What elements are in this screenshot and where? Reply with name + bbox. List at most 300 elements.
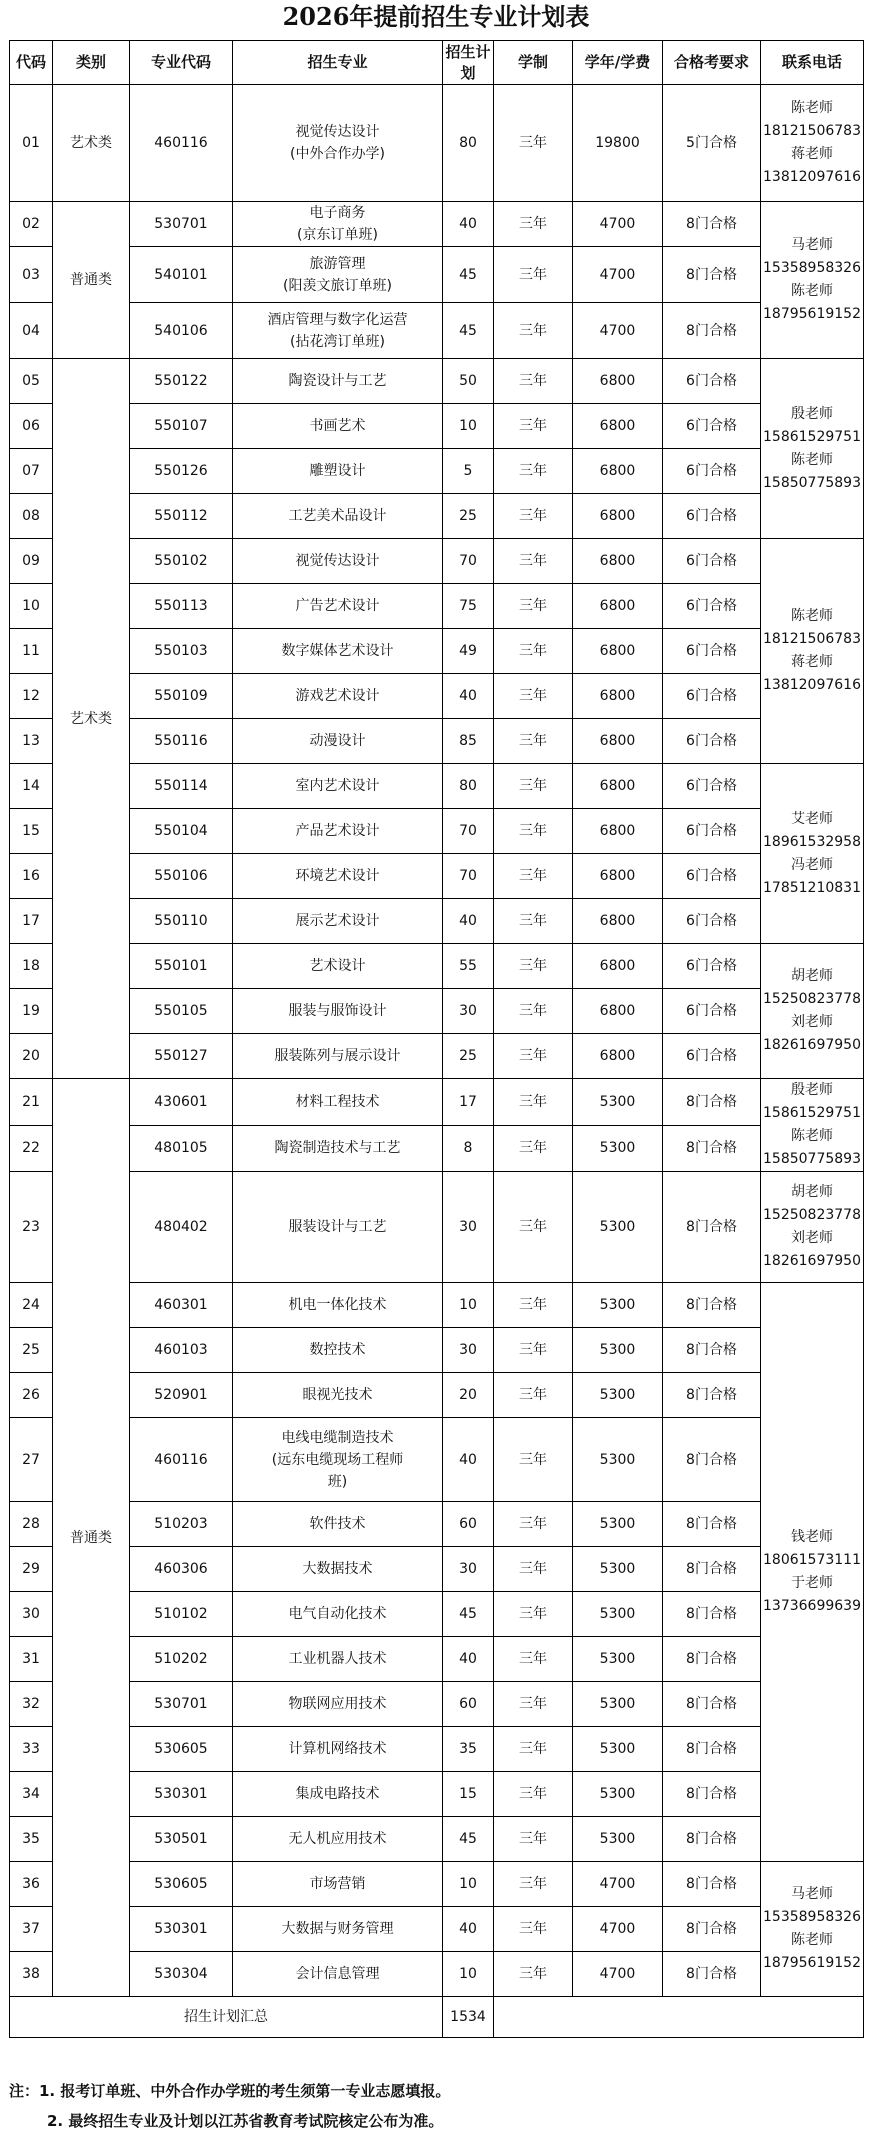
row-major-code: 550113 [130, 584, 233, 629]
major-line: 视觉传达设计 [295, 553, 380, 569]
total-blank [494, 1997, 864, 2038]
row-code: 35 [10, 1817, 53, 1862]
major-line: 电子商务 [309, 205, 366, 221]
row-duration: 三年 [494, 1862, 573, 1907]
row-plan: 49 [443, 629, 494, 674]
row-major [233, 539, 443, 584]
row-code: 16 [10, 854, 53, 899]
row-tuition: 5300 [573, 1373, 663, 1418]
note-1: 注：1. 报考订单班、中外合作办学班的考生须第一专业志愿填报。 [9, 2082, 451, 2100]
row-code: 26 [10, 1373, 53, 1418]
header-tuition: 学年/学费 [573, 41, 663, 85]
row-major-code: 550126 [130, 449, 233, 494]
major-line: 视觉传达设计 [295, 124, 380, 140]
major-line: 数字媒体艺术设计 [281, 643, 394, 659]
table-row [10, 1862, 864, 1907]
row-code: 05 [10, 359, 53, 404]
row-duration: 三年 [494, 85, 573, 202]
contact-cell [761, 1172, 864, 1283]
row-plan: 80 [443, 85, 494, 202]
row-tuition: 6800 [573, 539, 663, 584]
contact-name: 刘老师 [791, 1230, 833, 1246]
row-duration: 三年 [494, 202, 573, 247]
table-row [10, 989, 864, 1034]
table-row [10, 764, 864, 809]
row-exam: 8门合格 [663, 1952, 761, 1997]
row-code: 03 [10, 247, 53, 303]
table-row [10, 674, 864, 719]
row-major [233, 1283, 443, 1328]
header-plan: 招生计划 [443, 41, 494, 85]
table-row [10, 303, 864, 359]
contact-name: 殷老师 [791, 1082, 833, 1098]
row-exam: 8门合格 [663, 1637, 761, 1682]
major-line: 展示艺术设计 [295, 913, 380, 929]
contact-cell [761, 1079, 864, 1172]
row-plan: 10 [443, 1952, 494, 1997]
row-duration: 三年 [494, 1283, 573, 1328]
row-exam: 8门合格 [663, 247, 761, 303]
row-code: 11 [10, 629, 53, 674]
row-major-code: 530605 [130, 1862, 233, 1907]
row-duration: 三年 [494, 944, 573, 989]
contact-name: 蒋老师 [791, 654, 833, 670]
row-code: 28 [10, 1502, 53, 1547]
table-row [10, 1817, 864, 1862]
row-major-code: 550104 [130, 809, 233, 854]
header-contact: 联系电话 [761, 41, 864, 85]
major-line: 会计信息管理 [295, 1966, 380, 1982]
major-line: 陶瓷设计与工艺 [288, 373, 387, 389]
row-major-code: 530301 [130, 1907, 233, 1952]
row-duration: 三年 [494, 1547, 573, 1592]
row-duration: 三年 [494, 1907, 573, 1952]
contact-phone: 13812097616 [763, 169, 861, 185]
contact-phone: 18795619152 [763, 1955, 861, 1971]
row-major [233, 1907, 443, 1952]
row-exam: 6门合格 [663, 674, 761, 719]
row-major [233, 1418, 443, 1502]
row-code: 18 [10, 944, 53, 989]
row-major-code: 550105 [130, 989, 233, 1034]
table-row [10, 584, 864, 629]
row-major-code: 550116 [130, 719, 233, 764]
contact-name: 胡老师 [791, 1184, 833, 1200]
row-major-code: 530701 [130, 202, 233, 247]
major-line: (京东订单班) [297, 227, 378, 243]
row-code: 37 [10, 1907, 53, 1952]
row-code: 07 [10, 449, 53, 494]
category-cell: 艺术类 [53, 85, 130, 202]
row-major [233, 1502, 443, 1547]
table-row [10, 85, 864, 202]
row-exam: 6门合格 [663, 629, 761, 674]
row-plan: 17 [443, 1079, 494, 1126]
row-tuition: 5300 [573, 1418, 663, 1502]
row-major-code: 510203 [130, 1502, 233, 1547]
row-code: 22 [10, 1125, 53, 1172]
major-line: 数控技术 [309, 1342, 366, 1358]
major-line: 材料工程技术 [295, 1093, 380, 1110]
row-tuition: 5300 [573, 1283, 663, 1328]
contact-phone: 18121506783 [763, 631, 861, 647]
header-duration: 学制 [494, 41, 573, 85]
contact-cell [761, 764, 864, 944]
table-row [10, 1418, 864, 1502]
row-duration: 三年 [494, 449, 573, 494]
row-exam: 6门合格 [663, 854, 761, 899]
row-plan: 30 [443, 989, 494, 1034]
table-row [10, 1034, 864, 1079]
major-line: 眼视光技术 [302, 1387, 373, 1403]
major-line: 电线电缆制造技术 [281, 1429, 394, 1446]
table-row [10, 1283, 864, 1328]
row-code: 25 [10, 1328, 53, 1373]
row-tuition: 6800 [573, 494, 663, 539]
table-body [10, 85, 864, 1997]
row-major [233, 1079, 443, 1126]
contact-phone: 15861529751 [763, 428, 861, 445]
row-plan: 70 [443, 854, 494, 899]
row-plan: 80 [443, 764, 494, 809]
major-line: 服装设计与工艺 [288, 1219, 387, 1235]
row-tuition: 19800 [573, 85, 663, 202]
row-major [233, 674, 443, 719]
row-tuition: 4700 [573, 1862, 663, 1907]
row-code: 38 [10, 1952, 53, 1997]
contact-cell [761, 202, 864, 359]
row-plan: 30 [443, 1547, 494, 1592]
row-major [233, 764, 443, 809]
row-exam: 5门合格 [663, 85, 761, 202]
row-exam: 8门合格 [663, 1283, 761, 1328]
row-tuition: 4700 [573, 247, 663, 303]
table-row [10, 202, 864, 247]
table-row [10, 494, 864, 539]
row-exam: 6门合格 [663, 719, 761, 764]
row-major [233, 247, 443, 303]
major-line: 雕塑设计 [309, 463, 366, 479]
row-duration: 三年 [494, 539, 573, 584]
contact-name: 陈老师 [791, 451, 833, 468]
major-line: 计算机网络技术 [288, 1741, 387, 1757]
contact-phone: 18961532958 [763, 833, 861, 850]
contact-name: 陈老师 [791, 608, 833, 624]
row-major-code: 480105 [130, 1125, 233, 1172]
row-duration: 三年 [494, 764, 573, 809]
row-major-code: 530605 [130, 1727, 233, 1772]
row-exam: 6门合格 [663, 539, 761, 584]
row-tuition: 5300 [573, 1502, 663, 1547]
major-line: 旅游管理 [309, 255, 366, 272]
major-line: 物联网应用技术 [288, 1696, 387, 1712]
row-plan: 35 [443, 1727, 494, 1772]
major-line: 游戏艺术设计 [295, 688, 380, 704]
row-plan: 40 [443, 1907, 494, 1952]
row-plan: 30 [443, 1172, 494, 1283]
row-major [233, 202, 443, 247]
row-code: 12 [10, 674, 53, 719]
table-row [10, 404, 864, 449]
row-major [233, 1592, 443, 1637]
row-duration: 三年 [494, 674, 573, 719]
major-line: 广告艺术设计 [295, 598, 380, 614]
row-duration: 三年 [494, 359, 573, 404]
major-line: 产品艺术设计 [295, 823, 380, 839]
row-exam: 6门合格 [663, 989, 761, 1034]
contact-phone: 15850775893 [763, 474, 861, 491]
row-code: 04 [10, 303, 53, 359]
row-exam: 6门合格 [663, 359, 761, 404]
row-exam: 8门合格 [663, 303, 761, 359]
row-plan: 45 [443, 1817, 494, 1862]
row-major [233, 85, 443, 202]
row-code: 23 [10, 1172, 53, 1283]
header-exam: 合格考要求 [663, 41, 761, 85]
contact-name: 蒋老师 [791, 146, 833, 162]
contact-phone: 18121506783 [763, 123, 861, 139]
contact-phone: 15861529751 [763, 1105, 861, 1121]
row-tuition: 6800 [573, 1034, 663, 1079]
row-plan: 45 [443, 247, 494, 303]
row-exam: 8门合格 [663, 1079, 761, 1126]
row-major-code: 550114 [130, 764, 233, 809]
row-plan: 85 [443, 719, 494, 764]
row-major-code: 550122 [130, 359, 233, 404]
row-tuition: 5300 [573, 1727, 663, 1772]
table-row [10, 1907, 864, 1952]
row-code: 33 [10, 1727, 53, 1772]
row-duration: 三年 [494, 1637, 573, 1682]
row-tuition: 6800 [573, 449, 663, 494]
row-tuition: 6800 [573, 809, 663, 854]
row-exam: 8门合格 [663, 1772, 761, 1817]
row-exam: 6门合格 [663, 1034, 761, 1079]
row-exam: 6门合格 [663, 764, 761, 809]
row-exam: 8门合格 [663, 1373, 761, 1418]
table-row [10, 1079, 864, 1126]
row-plan: 70 [443, 539, 494, 584]
row-plan: 8 [443, 1125, 494, 1172]
row-major [233, 989, 443, 1034]
row-major-code: 430601 [130, 1079, 233, 1126]
row-plan: 25 [443, 1034, 494, 1079]
table-row [10, 1952, 864, 1997]
contact-name: 殷老师 [791, 405, 833, 422]
row-code: 21 [10, 1079, 53, 1126]
table-row [10, 1592, 864, 1637]
contact-name: 马老师 [791, 237, 833, 253]
row-exam: 8门合格 [663, 1682, 761, 1727]
row-tuition: 6800 [573, 764, 663, 809]
row-major [233, 1547, 443, 1592]
row-major [233, 1373, 443, 1418]
row-major [233, 1125, 443, 1172]
row-exam: 8门合格 [663, 1328, 761, 1373]
category-cell: 普通类 [53, 1079, 130, 1997]
major-line: 市场营销 [309, 1876, 366, 1892]
major-line: 动漫设计 [309, 733, 366, 749]
row-code: 34 [10, 1772, 53, 1817]
header-category: 类别 [53, 41, 130, 85]
contact-name: 刘老师 [791, 1014, 833, 1030]
row-exam: 6门合格 [663, 809, 761, 854]
table-row [10, 854, 864, 899]
major-line: 服装与服饰设计 [288, 1003, 387, 1019]
table-row [10, 719, 864, 764]
row-major [233, 629, 443, 674]
row-major-code: 540101 [130, 247, 233, 303]
row-major-code: 550109 [130, 674, 233, 719]
contact-name: 胡老师 [791, 968, 833, 984]
row-duration: 三年 [494, 494, 573, 539]
row-major-code: 510202 [130, 1637, 233, 1682]
row-duration: 三年 [494, 1727, 573, 1772]
row-major [233, 359, 443, 404]
row-major-code: 460301 [130, 1283, 233, 1328]
row-duration: 三年 [494, 989, 573, 1034]
row-plan: 45 [443, 1592, 494, 1637]
row-duration: 三年 [494, 1502, 573, 1547]
table-row [10, 944, 864, 989]
major-line: 酒店管理与数字化运营 [267, 311, 408, 328]
row-plan: 10 [443, 1862, 494, 1907]
row-tuition: 6800 [573, 854, 663, 899]
contact-cell [761, 85, 864, 202]
total-row [10, 1997, 864, 2038]
row-exam: 8门合格 [663, 1592, 761, 1637]
row-exam: 8门合格 [663, 1502, 761, 1547]
row-plan: 5 [443, 449, 494, 494]
row-tuition: 6800 [573, 899, 663, 944]
row-duration: 三年 [494, 303, 573, 359]
row-major-code: 510102 [130, 1592, 233, 1637]
table-row [10, 1328, 864, 1373]
row-tuition: 5300 [573, 1682, 663, 1727]
major-line: 艺术设计 [309, 958, 366, 974]
header-major-code: 专业代码 [130, 41, 233, 85]
row-major-code: 550103 [130, 629, 233, 674]
major-line: 工艺美术品设计 [288, 508, 387, 524]
row-code: 08 [10, 494, 53, 539]
row-plan: 40 [443, 1418, 494, 1502]
row-code: 01 [10, 85, 53, 202]
row-code: 32 [10, 1682, 53, 1727]
row-tuition: 6800 [573, 404, 663, 449]
row-code: 30 [10, 1592, 53, 1637]
header-code: 代码 [10, 41, 53, 85]
major-line: 无人机应用技术 [288, 1831, 387, 1847]
row-tuition: 5300 [573, 1125, 663, 1172]
row-major [233, 1034, 443, 1079]
table-row [10, 1772, 864, 1817]
contact-phone: 18061573111 [763, 1552, 861, 1568]
row-duration: 三年 [494, 584, 573, 629]
row-exam: 8门合格 [663, 1172, 761, 1283]
table-row [10, 809, 864, 854]
row-exam: 8门合格 [663, 202, 761, 247]
header-major: 招生专业 [233, 41, 443, 85]
row-major-code: 550107 [130, 404, 233, 449]
contact-name: 于老师 [791, 1575, 833, 1591]
row-major [233, 809, 443, 854]
row-major-code: 520901 [130, 1373, 233, 1418]
row-plan: 10 [443, 404, 494, 449]
table-row [10, 247, 864, 303]
row-plan: 10 [443, 1283, 494, 1328]
row-code: 20 [10, 1034, 53, 1079]
row-major-code: 480402 [130, 1172, 233, 1283]
major-line: 大数据与财务管理 [281, 1921, 394, 1937]
header-row [10, 41, 864, 85]
row-tuition: 4700 [573, 303, 663, 359]
row-major [233, 1172, 443, 1283]
row-exam: 8门合格 [663, 1547, 761, 1592]
major-line: 室内艺术设计 [295, 778, 380, 794]
row-tuition: 6800 [573, 584, 663, 629]
row-duration: 三年 [494, 1079, 573, 1126]
contact-phone: 17851210831 [763, 879, 861, 896]
row-major [233, 303, 443, 359]
table-row [10, 1547, 864, 1592]
row-code: 10 [10, 584, 53, 629]
row-plan: 60 [443, 1682, 494, 1727]
row-duration: 三年 [494, 809, 573, 854]
major-line: 服装陈列与展示设计 [274, 1048, 401, 1064]
row-code: 24 [10, 1283, 53, 1328]
row-tuition: 5300 [573, 1328, 663, 1373]
contact-name: 冯老师 [791, 856, 833, 873]
row-plan: 40 [443, 674, 494, 719]
row-tuition: 6800 [573, 944, 663, 989]
row-plan: 75 [443, 584, 494, 629]
table-row [10, 359, 864, 404]
row-duration: 三年 [494, 1682, 573, 1727]
row-exam: 8门合格 [663, 1727, 761, 1772]
table-row [10, 1502, 864, 1547]
page-title: 2026年提前招生专业计划表 [282, 2, 590, 31]
row-exam: 6门合格 [663, 404, 761, 449]
row-exam: 6门合格 [663, 449, 761, 494]
row-duration: 三年 [494, 1772, 573, 1817]
row-plan: 40 [443, 1637, 494, 1682]
row-duration: 三年 [494, 1328, 573, 1373]
contact-phone: 18795619152 [763, 306, 861, 322]
row-duration: 三年 [494, 1125, 573, 1172]
row-major-code: 460306 [130, 1547, 233, 1592]
major-line: 班) [327, 1473, 348, 1490]
contact-name: 陈老师 [791, 283, 833, 299]
row-major-code: 530301 [130, 1772, 233, 1817]
total-label: 招生计划汇总 [10, 1997, 443, 2038]
row-major-code: 530701 [130, 1682, 233, 1727]
row-duration: 三年 [494, 247, 573, 303]
row-major-code: 540106 [130, 303, 233, 359]
major-line: 机电一体化技术 [288, 1297, 387, 1313]
row-code: 15 [10, 809, 53, 854]
row-duration: 三年 [494, 404, 573, 449]
contact-cell [761, 1283, 864, 1862]
contact-cell [761, 944, 864, 1079]
row-major-code: 550106 [130, 854, 233, 899]
row-tuition: 6800 [573, 989, 663, 1034]
row-major-code: 550127 [130, 1034, 233, 1079]
row-major [233, 1772, 443, 1817]
row-tuition: 5300 [573, 1772, 663, 1817]
contact-cell [761, 1862, 864, 1997]
contact-phone: 15850775893 [763, 1151, 861, 1167]
row-code: 29 [10, 1547, 53, 1592]
